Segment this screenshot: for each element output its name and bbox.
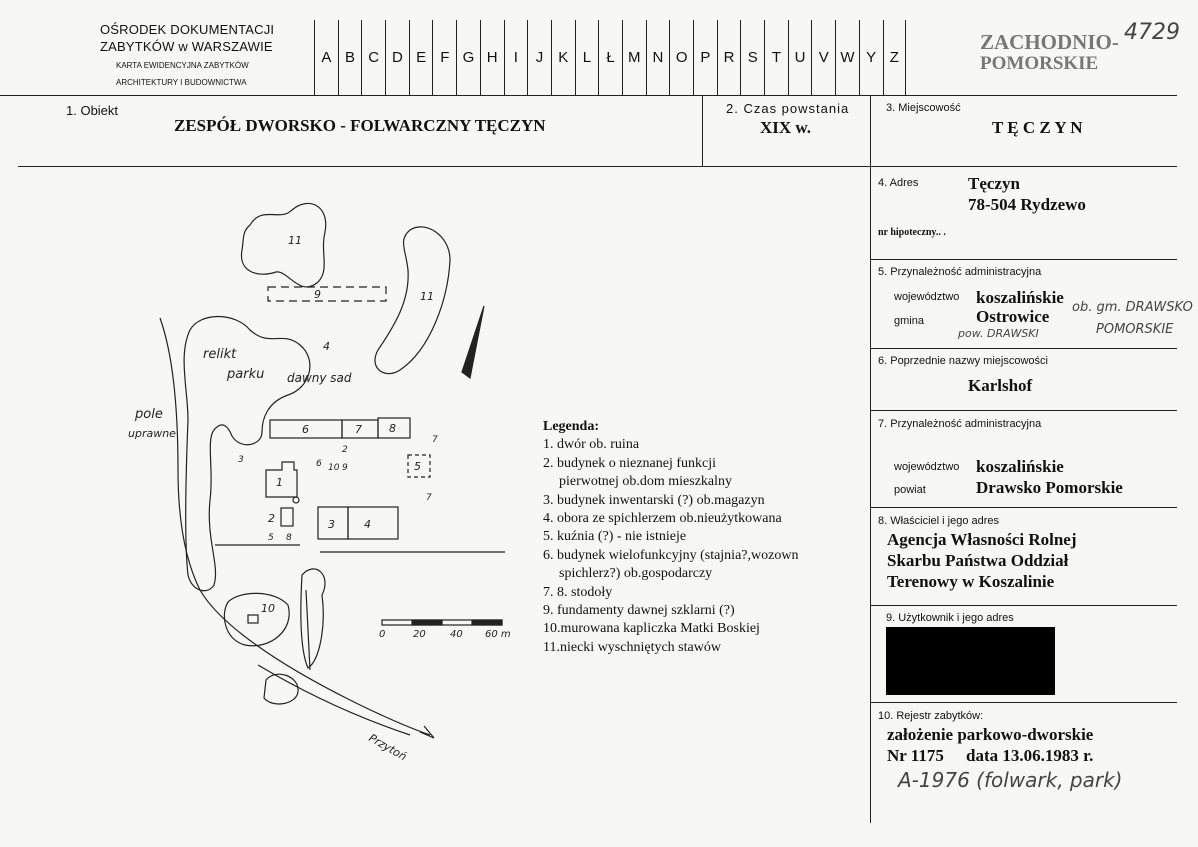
letter-cell: J <box>527 20 551 95</box>
map-num-6: 6 <box>302 423 309 436</box>
road-branch <box>306 590 310 670</box>
uzytkownik-label: 9. Użytkownik i jego adres <box>886 612 1014 624</box>
czas-value: XIX w. <box>760 118 812 137</box>
map-label-pole: pole <box>135 407 163 422</box>
obiekt-label: 1. Obiekt <box>66 103 119 118</box>
map-num-7: 7 <box>355 423 362 436</box>
scale-label-0: 0 <box>379 629 386 640</box>
pond-11-top <box>241 203 325 287</box>
rule-6-bottom <box>870 410 1177 411</box>
poprzednie-value: Karlshof <box>968 376 1033 395</box>
czas-label: 2. Czas powstania <box>726 101 850 116</box>
handwritten-powiat: pow. DRAWSKI <box>958 327 1039 340</box>
rejestr-date: data 13.06.1983 r. <box>966 746 1094 765</box>
legend-item: 5. kuźnia (?) - nie istnieje <box>543 529 687 545</box>
rejestr-handwritten: A-1976 (folwark, park) <box>898 768 1123 792</box>
map-label-uprawne: uprawne <box>128 427 176 440</box>
wlasciciel-line2: Skarbu Państwa Oddział <box>887 551 1069 570</box>
chapel-10 <box>248 615 258 623</box>
road <box>258 665 410 735</box>
letter-cell: E <box>409 20 433 95</box>
region-stamp-line2: POMORSKIE <box>980 53 1099 74</box>
well <box>293 497 299 503</box>
wlasciciel-line1: Agencja Własności Rolnej <box>887 530 1077 549</box>
przynaleznosc7-label: 7. Przynależność administracyjna <box>878 418 1042 430</box>
letter-cell: F <box>432 20 456 95</box>
scale-bar-fill-2 <box>472 620 502 625</box>
legend-item: 11.niecki wyschniętych stawów <box>543 639 721 655</box>
rule-8-bottom <box>870 605 1177 606</box>
building-4 <box>348 507 398 539</box>
rule-5-bottom <box>870 348 1177 349</box>
region-stamp-line1: ZACHODNIO- <box>980 30 1119 54</box>
scale-label-60: 60 m <box>485 629 511 640</box>
powiat-value: Drawsko Pomorskie <box>976 478 1123 497</box>
map-num-4: 4 <box>364 518 371 531</box>
legend-item: pierwotnej ob.dom mieszkalny <box>559 474 733 490</box>
poprzednie-label: 6. Poprzednie nazwy miejscowości <box>878 355 1048 367</box>
letter-cell: D <box>385 20 409 95</box>
rejestr-label: 10. Rejestr zabytków: <box>878 710 984 722</box>
north-arrow <box>462 306 484 378</box>
wojewodztwo-value: koszalińskie <box>976 288 1064 307</box>
chapel-grove <box>224 593 289 645</box>
adres-line1: Tęczyn <box>968 174 1020 193</box>
map-num-3: 3 <box>328 518 335 531</box>
legend-item: 9. fundamenty dawnej szklarni (?) <box>543 603 735 619</box>
building-2 <box>281 508 293 526</box>
letter-cell: V <box>811 20 835 95</box>
letter-cell: L <box>575 20 599 95</box>
adres-label: 4. Adres <box>878 177 919 189</box>
org-sub-line2: ARCHITEKTURY I BUDOWNICTWA <box>116 78 247 87</box>
map-label-relikt: relikt <box>203 347 237 362</box>
rejestr-number: Nr 1175 <box>887 746 944 765</box>
handwritten-pomorskie: POMORSKIE <box>1096 322 1174 337</box>
letter-cell: G <box>456 20 480 95</box>
letter-cell: T <box>764 20 788 95</box>
gmina-label: gmina <box>894 315 924 327</box>
org-sub-line1: KARTA EWIDENCYJNA ZABYTKÓW <box>116 61 249 70</box>
map-num-6b: 6 <box>316 459 322 469</box>
letter-cell: H <box>480 20 504 95</box>
letter-cell: P <box>693 20 717 95</box>
map-num-1: 1 <box>276 476 283 489</box>
legend-item: 3. budynek inwentarski (?) ob.magazyn <box>543 492 765 508</box>
map-num-10: 10 <box>261 602 275 615</box>
letter-cell: O <box>669 20 693 95</box>
rejestr-line1: założenie parkowo-dworskie <box>887 725 1094 744</box>
letter-cell: M <box>622 20 646 95</box>
letter-cell: Y <box>859 20 883 95</box>
letter-cell: Z <box>883 20 907 95</box>
map-num-7b: 7 <box>432 435 438 445</box>
wojewodztwo-label: województwo <box>894 291 960 303</box>
map-num-9b: 9 <box>342 463 348 473</box>
map-label-parku: parku <box>227 367 265 382</box>
legend-item: 6. budynek wielofunkcyjny (stajnia?,wozown <box>543 547 799 563</box>
building-9-foundations <box>268 287 386 301</box>
letter-cell: Ł <box>598 20 622 95</box>
legend-item: 10.murowana kapliczka Matki Boskiej <box>543 621 760 637</box>
map-num-11a: 11 <box>288 234 302 247</box>
map-num-9: 9 <box>314 288 321 301</box>
letter-cell: B <box>338 20 362 95</box>
legend-item: 4. obora ze spichlerzem ob.nieużytkowana <box>543 511 782 527</box>
letter-cell: S <box>740 20 764 95</box>
letter-cell: W <box>835 20 859 95</box>
letter-cell: R <box>717 20 741 95</box>
rule-col-right <box>870 95 871 823</box>
legend-title: Legenda: <box>543 419 599 434</box>
map-num-7c: 7 <box>426 493 432 503</box>
przynaleznosc5-label: 5. Przynależność administracyjna <box>878 266 1042 278</box>
rule-9-bottom <box>870 702 1177 703</box>
map-num-10b: 10 <box>328 463 340 473</box>
letter-cell: C <box>361 20 385 95</box>
miejscowosc-value: T Ę C Z Y N <box>992 118 1083 137</box>
legend-item: spichlerz?) ob.gospodarczy <box>559 566 713 582</box>
scale-bar-fill <box>412 620 442 625</box>
legend-item: 2. budynek o nieznanej funkcji <box>543 455 717 471</box>
card-number: 4729 <box>1124 20 1180 45</box>
org-name-line2: ZABYTKÓW w WARSZAWIE <box>100 39 273 54</box>
map-num-5: 5 <box>414 460 421 473</box>
letter-cell: K <box>551 20 575 95</box>
wlasciciel-line3: Terenowy w Koszalinie <box>887 572 1055 591</box>
scale-label-40: 40 <box>450 629 463 640</box>
letter-cell: A <box>314 20 338 95</box>
map-num-3b: 3 <box>238 455 244 465</box>
hipoteczny: nr hipoteczny.. . <box>878 227 946 238</box>
scale-label-20: 20 <box>413 629 426 640</box>
miejscowosc-label: 3. Miejscowość <box>886 102 961 114</box>
map-num-2b: 2 <box>342 445 348 455</box>
adres-line2: 78-504 Rydzewo <box>968 195 1086 214</box>
map-num-2: 2 <box>268 512 275 525</box>
redacted-block <box>886 627 1055 695</box>
wojewodztwo7-value: koszalińskie <box>976 457 1064 476</box>
letter-cell: N <box>646 20 670 95</box>
legend-item: 7. 8. stodoły <box>543 584 613 600</box>
rule-7-bottom <box>870 507 1177 508</box>
map-num-5b: 5 <box>268 533 274 543</box>
letter-cell: U <box>788 20 812 95</box>
map-label-dawny-sad: dawny sad <box>287 371 352 385</box>
obiekt-value: ZESPÓŁ DWORSKO - FOLWARCZNY TĘCZYN <box>174 116 546 135</box>
handwritten-gmina: ob. gm. DRAWSKO <box>1072 300 1193 315</box>
map-num-8: 8 <box>389 422 396 435</box>
org-name-line1: OŚRODEK DOKUMENTACJI <box>100 22 275 37</box>
gmina-value: Ostrowice <box>976 307 1050 326</box>
map-num-8b: 8 <box>286 533 292 543</box>
letter-cell: I <box>504 20 528 95</box>
map-num-4b: 4 <box>323 340 330 353</box>
legend-item: 1. dwór ob. ruina <box>543 437 640 453</box>
wlasciciel-label: 8. Właściciel i jego adres <box>878 515 1000 527</box>
rule-3-bottom <box>870 166 1177 167</box>
powiat-label: powiat <box>894 484 926 496</box>
wojewodztwo7-label: województwo <box>894 461 960 473</box>
map-label-przyton: Przytoń <box>366 731 409 764</box>
tree-row-east <box>301 569 325 668</box>
map-num-11b: 11 <box>420 290 434 303</box>
rule-4-bottom <box>870 259 1177 260</box>
